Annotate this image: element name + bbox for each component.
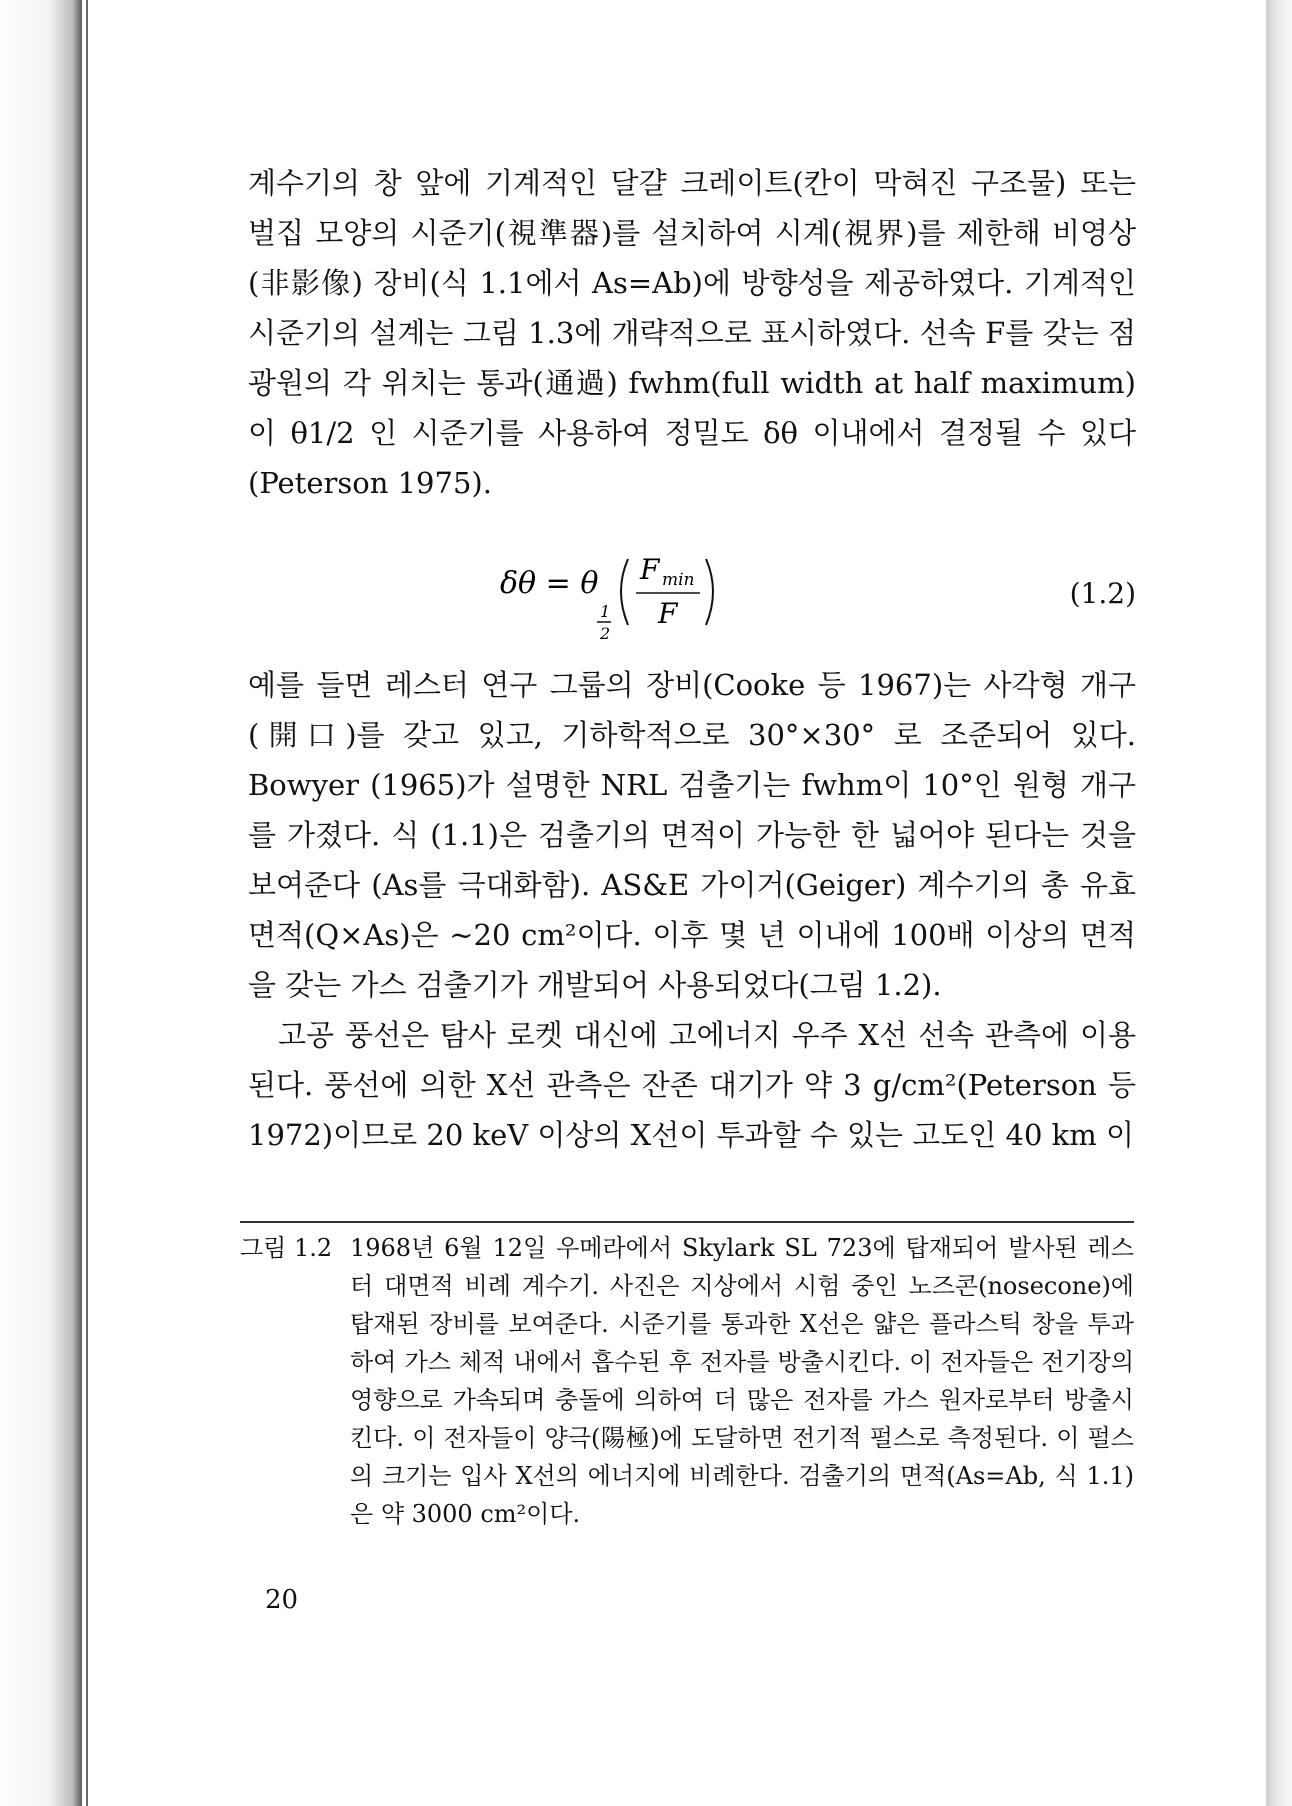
equation-formula bbox=[500, 551, 760, 649]
caption-text: 1968년 6월 12일 우메라에서 Skylark SL 723에 탑재되어 발사된 레스터 대면적 비례 계수기. 사진은 지상에서 시험 중인 노즈콘(nosecone)에 탑재된 장비를 보여준다. 시준기를 통과한 X선은 얇은 플라스틱 창을 투과하여 가스 체적 내에서 흡수된 후 전자를 방출시킨다. 이 전자들은 전기장의 영향으로 가속되며 충돌에 의하여 더 많은 전자를 가스 원자로부터 방출시킨다. 이 전자들이 양극(陽極)에 도달하면 전기적 펄스로 측정된다. 이 펄스의 크기는 입사 X선의 에너지에 비례한다. 검출기의 면적(As=Ab, 식 1.1)은 약 3000 cm²이다. bbox=[350, 1234, 1134, 1528]
paragraph-1: 계수기의 창 앞에 기계적인 달걀 크레이트(칸이 막혀진 구조물) 또는 벌집 모양의 시준기(視準器)를 설치하여 시계(視界)를 제한해 비영상(非影像) 장비(식 1.1에서 As=Ab)에 방향성을 제공하였다. 기계적인 시준기의 설계는 그림 1.3에 개략적으로 표시하였다. 선속 F를 갖는 점광원의 각 위치는 통과(通過) fwhm(full width at half maximum)이 θ1/2 인 시준기를 사용하여 정밀도 δθ 이내에서 결정될 수 있다(Peterson 1975). bbox=[248, 166, 1136, 500]
equation-sub-denominator: 2 bbox=[600, 624, 611, 641]
equation-left-paren bbox=[621, 559, 628, 625]
page-edge-shadow-left bbox=[0, 0, 82, 1806]
equation-numerator-sub: min bbox=[662, 570, 695, 590]
body-text-top bbox=[248, 158, 1136, 508]
equation-lhs: δθ = θ bbox=[500, 566, 599, 601]
equation-numerator: F bbox=[640, 553, 660, 586]
equation-denominator: F bbox=[658, 597, 678, 630]
equation-sub-numerator: 1 bbox=[600, 602, 611, 621]
page-edge-shadow-right bbox=[1266, 0, 1292, 1806]
equation-right-paren bbox=[706, 559, 713, 625]
equation-svg bbox=[500, 551, 760, 641]
caption-label: 그림 1.2 bbox=[240, 1234, 333, 1262]
paragraph-2: 예를 들면 레스터 연구 그룹의 장비(Cooke 등 1967)는 사각형 개구(開口)를 갖고 있고, 기하학적으로 30°×30° 로 조준되어 있다. Bowyer (1965)가 설명한 NRL 검출기는 fwhm이 10°인 원형 개구를 가졌다. 식 (1.1)은 검출기의 면적이 가능한 한 넓어야 된다는 것을 보여준다 (As를 극대화함). AS&E 가이거(Geiger) 계수기의 총 유효 면적(Q×As)은 ~20 cm²이다. 이후 몇 년 이내에 100배 이상의 면적을 갖는 가스 검출기가 개발되어 사용되었다(그림 1.2). bbox=[248, 668, 1136, 1002]
page-number: 20 bbox=[265, 1585, 299, 1615]
paragraph-3: 고공 풍선은 탐사 로켓 대신에 고에너지 우주 X선 선속 관측에 이용된다. 풍선에 의한 X선 관측은 잔존 대기가 약 3 g/cm²(Peterson 등 1972)이므로 20 keV 이상의 X선이 투과할 수 있는 고도인 40 km 이 bbox=[248, 1018, 1136, 1152]
caption-divider bbox=[240, 1221, 1134, 1223]
figure-caption bbox=[240, 1229, 1134, 1533]
body-text-bottom bbox=[248, 660, 1136, 1160]
equation-number: (1.2) bbox=[1069, 577, 1136, 610]
equation-1-2 bbox=[248, 545, 1136, 641]
